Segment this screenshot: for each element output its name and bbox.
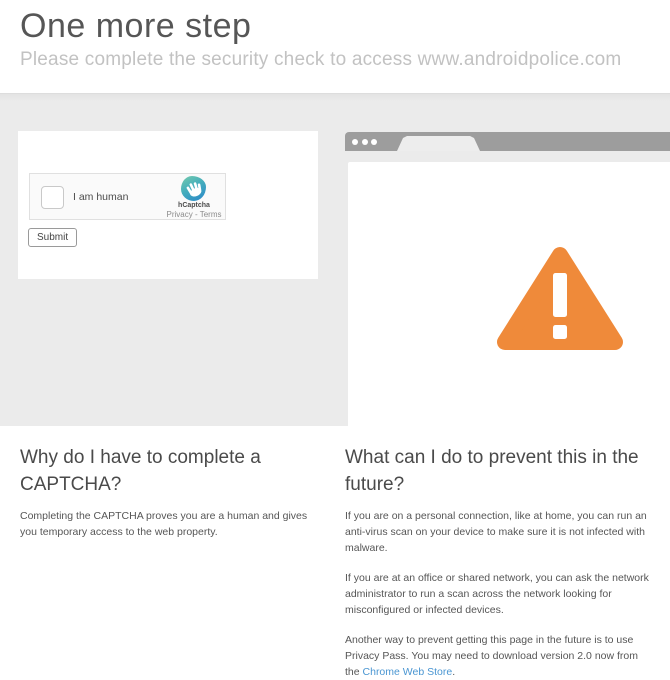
i-am-human-checkbox[interactable] [41, 186, 64, 209]
paragraph-3-period: . [452, 666, 456, 678]
faq-right-paragraph-2: If you are at an office or shared network, you can ask the network administrator to run a scan across the network looking for misconfigured or infected devices. [345, 572, 649, 616]
page-subtitle: Please complete the security check to access www.androidpolice.com [20, 49, 622, 70]
privacy-terms-links[interactable]: Privacy - Terms [166, 210, 222, 219]
submit-button[interactable]: Submit [28, 228, 77, 247]
checkbox-label: I am human [73, 191, 129, 203]
captcha-card [18, 131, 318, 279]
faq-right-paragraph-3 [345, 632, 651, 680]
faq-right-paragraph-1: If you are on a personal connection, like at home, you can run an anti-virus scan on your device to make sure it is not infected with malware. [345, 510, 647, 554]
page-title: One more step [20, 7, 252, 45]
hcaptcha-logo-icon[interactable] [181, 176, 206, 201]
browser-titlebar [345, 132, 670, 151]
hcaptcha-brand-label: hCaptcha [178, 202, 210, 209]
browser-content [348, 162, 670, 427]
window-dot-icon [371, 139, 377, 145]
faq-left-body: Completing the CAPTCHA proves you are a human and gives you temporary access to the web property. [20, 510, 308, 538]
faq-left-heading: Why do I have to complete a CAPTCHA? [20, 447, 261, 495]
faq-left-column [20, 444, 322, 554]
hcaptcha-branding [166, 174, 222, 219]
chrome-web-store-link[interactable]: Chrome Web Store [362, 666, 453, 678]
warning-triangle-icon [495, 241, 625, 356]
paragraph-3-text: Another way to prevent getting this page in the future is to use Privacy Pass. You may need to download version 2.0 now from the [345, 634, 638, 678]
hcaptcha-widget [29, 173, 226, 220]
window-dot-icon [362, 139, 368, 145]
faq-right-column [345, 444, 651, 680]
waving-hand-icon [183, 178, 204, 199]
faq-right-heading: What can I do to prevent this in the future? [345, 447, 639, 495]
window-dot-icon [352, 139, 358, 145]
browser-tab [397, 136, 480, 151]
challenge-band [0, 93, 670, 426]
